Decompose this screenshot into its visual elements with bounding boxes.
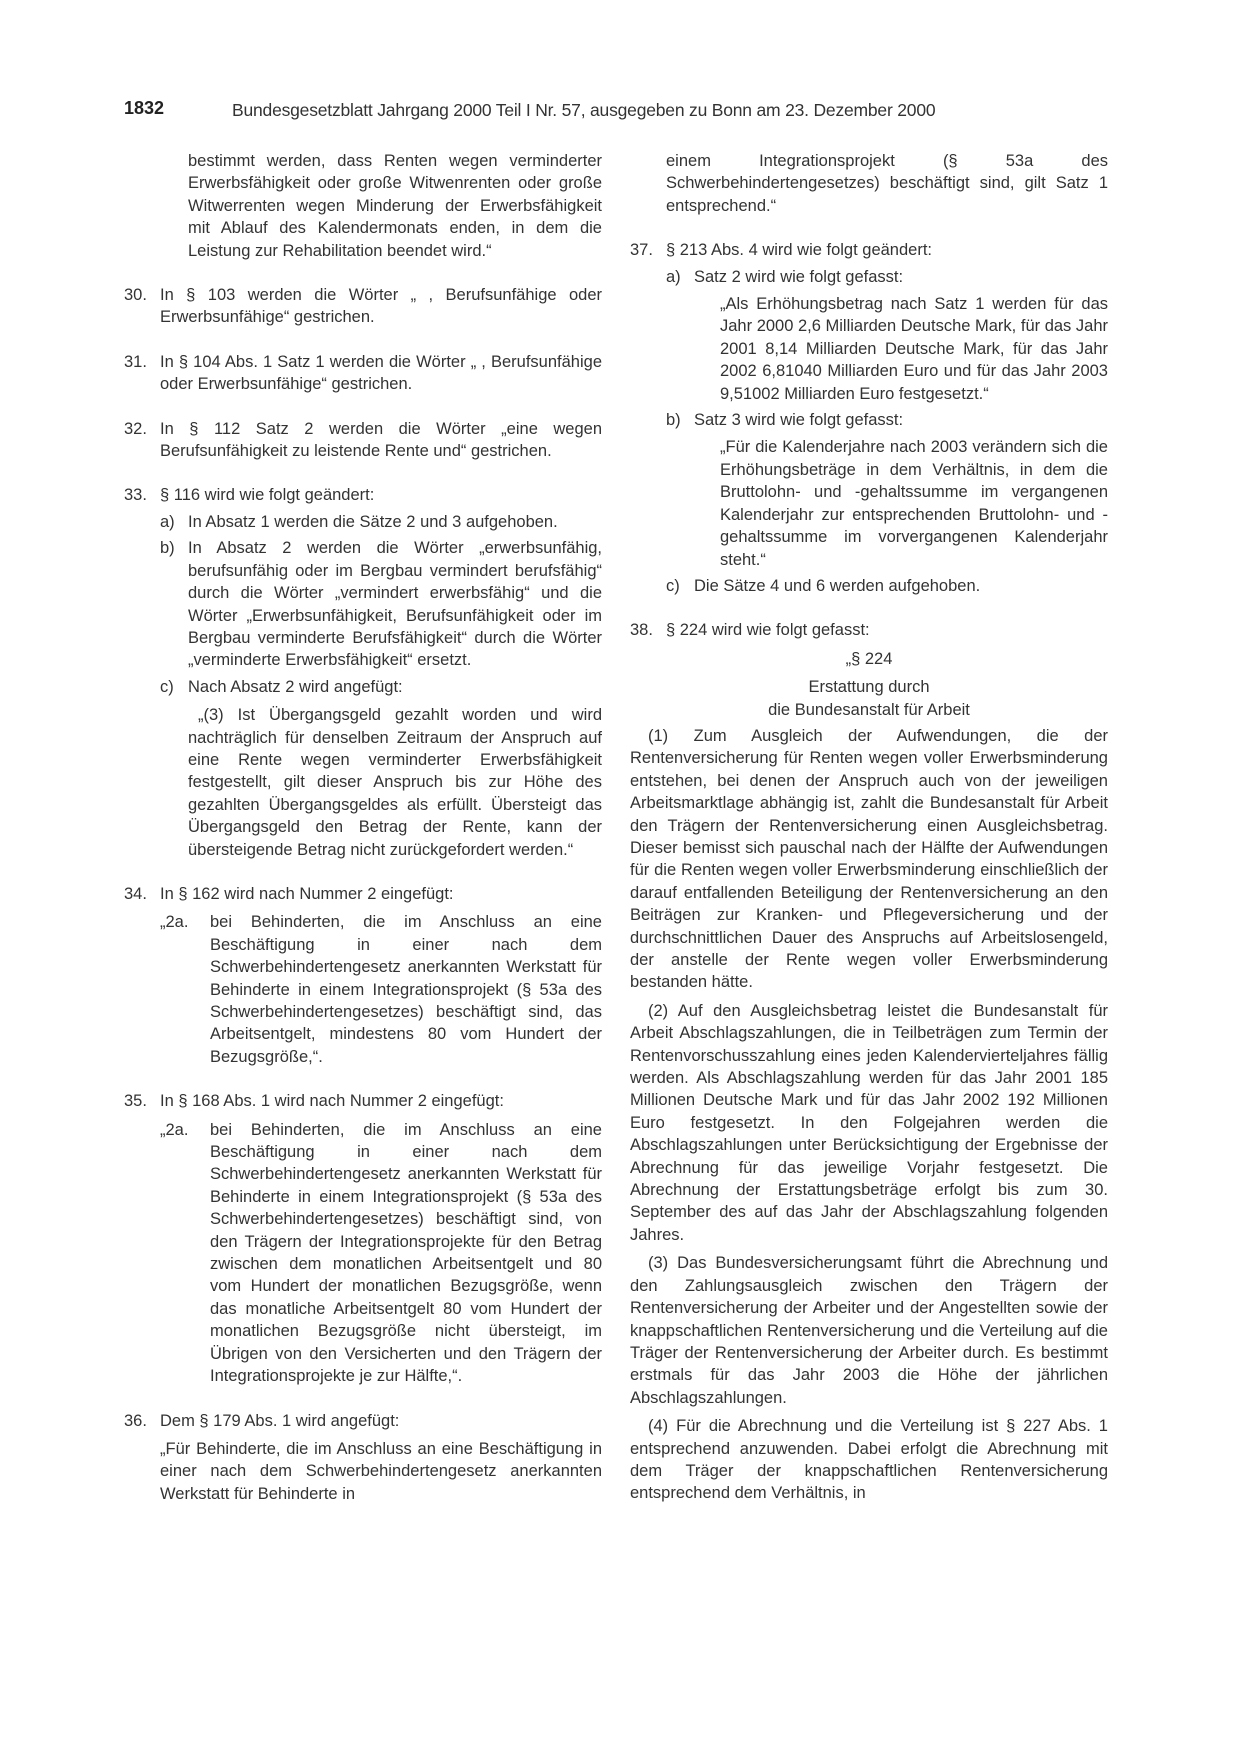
sub-item-c	[160, 676, 602, 861]
item-text: In § 162 wird nach Nummer 2 eingefügt:	[160, 884, 454, 903]
quoted-text: „Für die Kalenderjahre nach 2003 verändern sich die Erhöhungsbeträge in dem Verhältnis, in dem die Bruttolohn- und -gehaltssumme im vergangenen Kalenderjahr zur entsprechenden Bruttolohn- und -gehaltssumme im vorvergangenen Kalenderjahr steht.“	[720, 438, 1108, 569]
continued-text: bestimmt werden, dass Renten wegen verminderter Erwerbsfähigkeit oder große Witwenrenten oder große Witwerrenten wegen Minderung der Erwerbsfähigkeit mit Ablauf des Kalendermonats enden, in dem die Leistung zur Rehabilitation beendet wird.“	[188, 152, 602, 260]
item-text: § 116 wird wie folgt geändert:	[160, 486, 375, 505]
item-36	[124, 1410, 602, 1506]
inserted-text: bei Behinderten, die im Anschluss an eine Beschäftigung in einer nach dem Schwerbehindertengesetz anerkannten Werkstatt für Behinderte in einem Integrationsprojekt (§ 53a des Schwerbehindertengesetzes) beschäftigt sind, von den Trägern der Integrationsprojekte für den Betrag zwischen dem monatlichen Arbeitsentgelt und 80 vom Hundert der monatlichen Bezugsgröße, wenn das monatliche Arbeitsentgelt 80 vom Hundert der monatlichen Bezugsgröße nicht übersteigt, im Übrigen von den Versicherten und den Trägern der Integrationsprojekte je zur Hälfte,“.	[210, 1120, 602, 1386]
item-31	[124, 351, 602, 396]
sub-item-a	[666, 266, 1108, 405]
inserted-label: „2a.	[160, 913, 189, 932]
sub-text: In Absatz 2 werden die Wörter „erwerbsunfähig, berufsunfähig oder im Bergbau vermindert berufsfähig“ durch die Wörter „vermindert erwerbsfähig“ und die Wörter „Erwerbsunfähigkeit, Berufsunfähigkeit oder im Bergbau verminderte Berufsfähigkeit“ durch die Wörter „verminderte Erwerbsfähigkeit“ ersetzt.	[188, 539, 602, 670]
sub-label: a)	[666, 267, 681, 286]
item-38	[630, 619, 1108, 641]
quoted-text: „(3) Ist Übergangsgeld gezahlt worden und wird nachträglich für denselben Zeitraum der Anspruch auf eine Rente wegen verminderter Erwerbsfähigkeit festgestellt, gilt dieser Anspruch bis zur Höhe des gezahlten Übergangsgeldes als erfüllt. Übersteigt das Übergangsgeld den Betrag der Rente, kann der übersteigende Betrag nicht zurückgefordert werden.“	[188, 706, 602, 859]
running-head: Bundesgesetzblatt Jahrgang 2000 Teil I Nr. 57, ausgegeben zu Bonn am 23. Dezember 2000	[232, 100, 936, 120]
item-number: 35.	[124, 1092, 147, 1111]
inserted-label: „2a.	[160, 1120, 189, 1139]
sub-item-c	[666, 575, 1108, 597]
left-column	[124, 150, 602, 1527]
item-37	[630, 239, 1108, 597]
item-text: Dem § 179 Abs. 1 wird angefügt:	[160, 1411, 400, 1430]
item-text: In § 168 Abs. 1 wird nach Nummer 2 eingefügt:	[160, 1092, 504, 1111]
sub-label: a)	[160, 512, 175, 531]
item-text: In § 112 Satz 2 werden die Wörter „eine wegen Berufsunfähigkeit zu leistende Rente und“ gestrichen.	[160, 419, 602, 461]
sub-label: c)	[160, 677, 174, 696]
item-text: § 213 Abs. 4 wird wie folgt geändert:	[666, 241, 932, 260]
item-number: 36.	[124, 1411, 147, 1430]
section-heading-line-2: die Bundesanstalt für Arbeit	[768, 700, 970, 719]
item-number: 32.	[124, 419, 147, 438]
sub-item-b	[666, 409, 1108, 571]
item-text: § 224 wird wie folgt gefasst:	[666, 621, 870, 640]
item-32	[124, 418, 602, 463]
section-number: „§ 224	[845, 649, 893, 668]
sub-text: Satz 3 wird wie folgt gefasst:	[694, 411, 904, 430]
item-number: 31.	[124, 352, 147, 371]
sub-item-b	[160, 537, 602, 671]
paragraph-2: (2) Auf den Ausgleichsbetrag leistet die Bundesanstalt für Arbeit Abschlagszahlungen, die in Teilbeträgen zum Termin der Rentenvorschusszahlung eines jeden Kalendervierteljahres fällig werden. Als Abschlagszahlung werden für das Jahr 2001 185 Millionen Deutsche Mark und für das Jahr 2002 192 Millionen Euro festgesetzt. In den Folgejahren werden die Abschlagszahlungen unter Berücksichtigung der Ergebnisse der Abrechnung für das jeweilige Vorjahr festgesetzt. Die Abrechnung der Erstattungsbeträge erfolgt bis zum 30. September des auf das Jahr der Abschlagszahlung folgenden Jahres.	[630, 1001, 1108, 1244]
page-header	[124, 98, 1124, 128]
item-number: 37.	[630, 241, 653, 260]
sub-text: Satz 2 wird wie folgt gefasst:	[694, 267, 904, 286]
item-number: 34.	[124, 884, 147, 903]
item-number: 30.	[124, 286, 147, 305]
paragraph-4: (4) Für die Abrechnung und die Verteilung ist § 227 Abs. 1 entsprechend anzuwenden. Dabei erfolgt die Abrechnung mit dem Träger der knappschaftlichen Rentenversicherung entsprechend dem Verhältnis, in	[630, 1417, 1108, 1503]
continued-text: einem Integrationsprojekt (§ 53a des Schwerbehindertengesetzes) beschäftigt sind, gilt Satz 1 entsprechend.“	[666, 152, 1108, 215]
quoted-text: „Für Behinderte, die im Anschluss an eine Beschäftigung in einer nach dem Schwerbehindertengesetz anerkannten Werkstatt für Behinderte in	[160, 1439, 602, 1503]
item-number: 33.	[124, 486, 147, 505]
sub-label: b)	[160, 539, 175, 558]
inserted-number	[160, 911, 602, 1068]
section-heading-line-1: Erstattung durch	[808, 678, 930, 697]
item-30	[124, 284, 602, 329]
sub-text: Nach Absatz 2 wird angefügt:	[188, 677, 403, 696]
item-number: 38.	[630, 621, 653, 640]
page-number: 1832	[124, 98, 165, 118]
item-text: In § 103 werden die Wörter „ , Berufsunfähige oder Erwerbsunfähige“ gestrichen.	[160, 286, 602, 327]
inserted-number	[160, 1119, 602, 1388]
right-column	[630, 150, 1108, 1505]
item-33	[124, 484, 602, 861]
paragraph-1: (1) Zum Ausgleich der Aufwendungen, die der Rentenversicherung für Renten wegen voller Erwerbsminderung entstehen, bei denen der Anspruch auch von der jeweiligen Arbeitsmarktlage abhängig ist, zahlt die Bundesanstalt für Arbeit den Trägern der Rentenversicherung einen Ausgleichsbetrag. Dieser bemisst sich pauschal nach der Hälfte der Aufwendungen für die Renten wegen voller Erwerbsminderung einschließlich der darauf entfallenden Beteiligung der Rentenversicherung an den Beiträgen zur Kranken- und Pflegeversicherung und der durchschnittlichen Dauer des Anspruchs auf Arbeitslosengeld, der anstelle der Rente wegen voller Erwerbsminderung bestanden hätte.	[630, 726, 1108, 992]
item-34	[124, 883, 602, 1068]
inserted-text: bei Behinderten, die im Anschluss an eine Beschäftigung in einer nach dem Schwerbehindertengesetz anerkannten Werkstatt für Behinderte in einem Integrationsprojekt (§ 53a des Schwerbehindertengesetzes) beschäftigt sind, das Arbeitsentgelt, mindestens 80 vom Hundert der Bezugsgröße,“.	[210, 913, 602, 1066]
sub-label: c)	[666, 576, 680, 595]
quoted-text: „Als Erhöhungsbetrag nach Satz 1 werden für das Jahr 2000 2,6 Milliarden Deutsche Mark, für das Jahr 2001 8,14 Milliarden Deutsche Mark, für das Jahr 2002 6,81040 Milliarden Euro und für das Jahr 2003 9,51002 Milliarden Euro festgesetzt.“	[720, 295, 1108, 403]
sub-label: b)	[666, 411, 681, 430]
sub-text: Die Sätze 4 und 6 werden aufgehoben.	[694, 576, 981, 595]
section-224	[630, 648, 1108, 1505]
item-35	[124, 1090, 602, 1387]
item-text: In § 104 Abs. 1 Satz 1 werden die Wörter „ , Berufsunfähige oder Erwerbsunfähige“ gestrichen.	[160, 352, 602, 394]
sub-item-a	[160, 511, 602, 533]
paragraph-3: (3) Das Bundesversicherungsamt führt die Abrechnung und den Zahlungsausgleich zwischen den Trägern der Rentenversicherung der Arbeiter und der Angestellten sowie der knappschaftlichen Rentenversicherung und die Verteilung auf die Träger der Rentenversicherung der Arbeiter durch. Es bestimmt erstmals für das Jahr 2003 die Höhe der jährlichen Abschlagszahlungen.	[630, 1254, 1108, 1407]
sub-text: In Absatz 1 werden die Sätze 2 und 3 aufgehoben.	[188, 512, 558, 531]
